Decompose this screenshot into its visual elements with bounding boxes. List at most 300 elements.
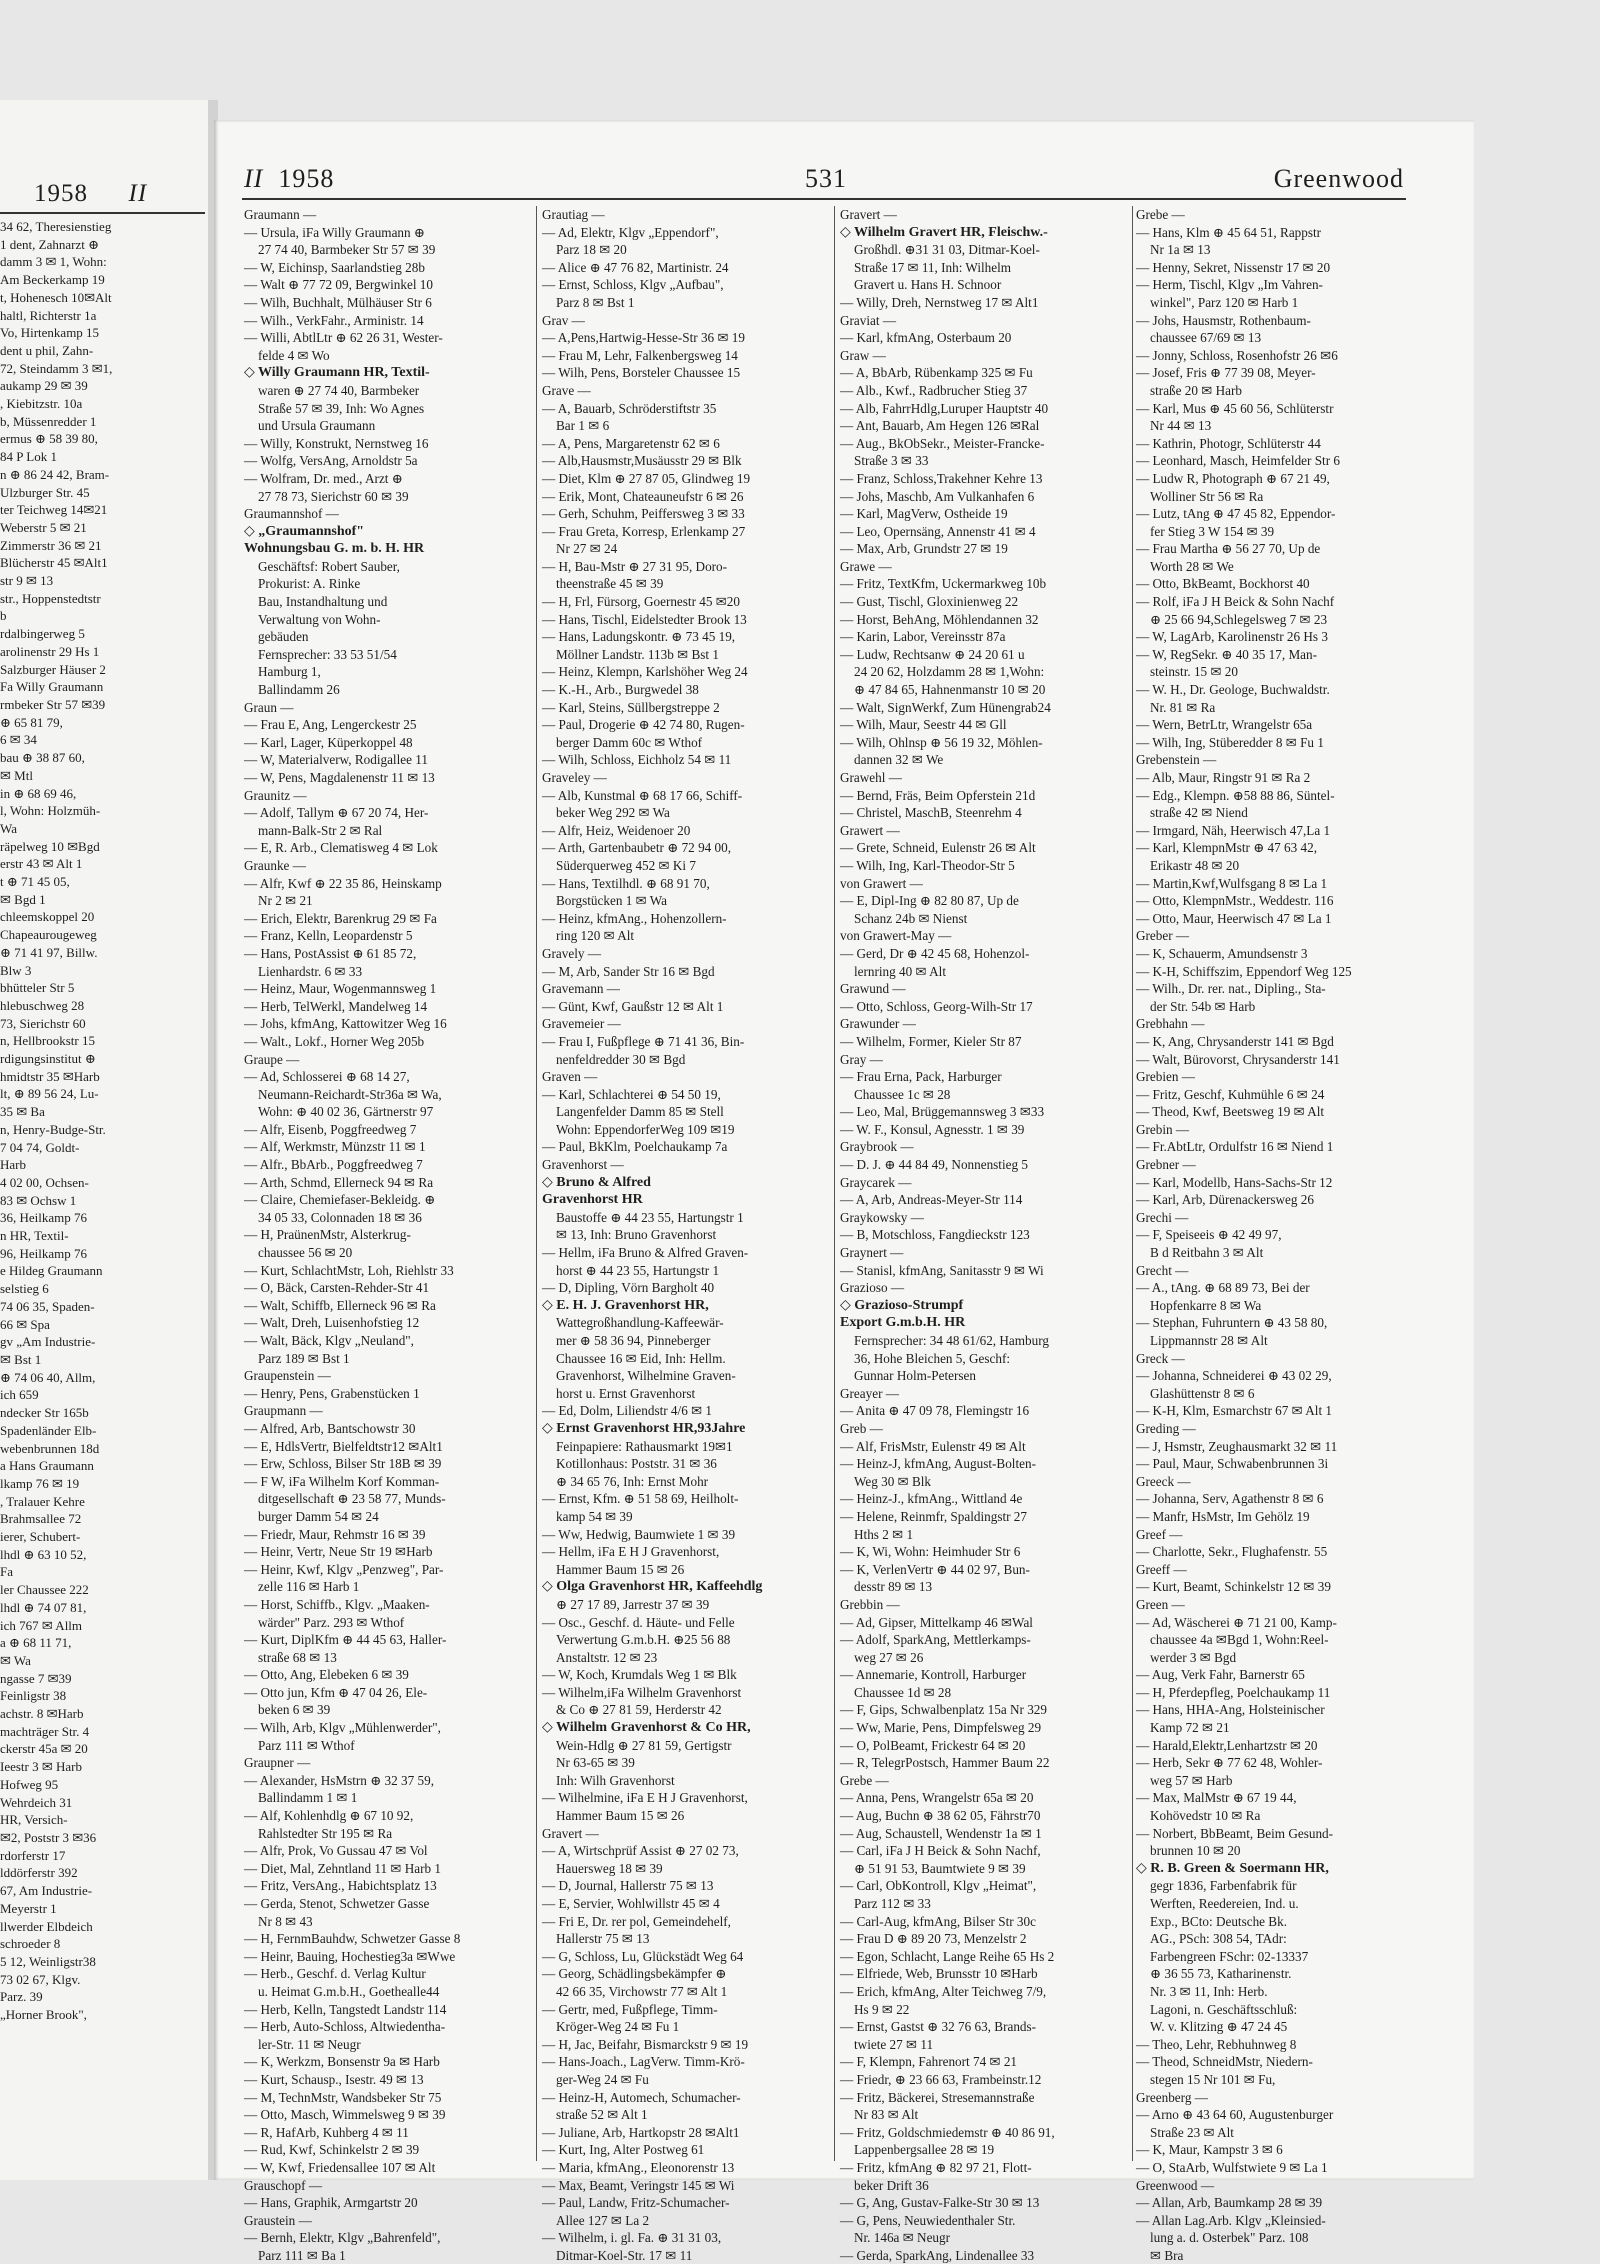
left-page-line: Ulzburger Str. 45 xyxy=(0,484,90,500)
surname-heading: Graupe — xyxy=(244,1051,300,1067)
directory-entry: — Gerda, SparkAng, Lindenallee 33 xyxy=(840,2247,1035,2263)
directory-entry: Straße 57 ✉ 39, Inh: Wo Agnes xyxy=(258,400,425,416)
directory-entry: Nr 2 ✉ 21 xyxy=(258,893,313,909)
left-page-line: achstr. 8 ✉Harb xyxy=(0,1706,84,1722)
directory-entry: chaussee 4a ✉Bgd 1, Wohn:Reel- xyxy=(1150,1632,1329,1648)
left-page-line: ⊕ 65 81 79, xyxy=(0,714,63,730)
directory-column-4 xyxy=(1136,206,1422,2263)
directory-entry: — Fritz, VersAng., Habichtsplatz 13 xyxy=(244,1878,437,1894)
directory-entry: Nr 83 ✉ Alt xyxy=(854,2107,919,2123)
directory-entry: — Heinr, Vertr, Neue Str 19 ✉Harb xyxy=(244,1544,433,1560)
directory-entry: — Max, Beamt, Veringstr 145 ✉ Wi xyxy=(542,2177,735,2193)
surname-heading: Graumannshof — xyxy=(244,506,339,522)
directory-entry: — K, Maur, Kampstr 3 ✉ 6 xyxy=(1136,2142,1283,2158)
directory-entry: — A,Pens,Hartwig-Hesse-Str 36 ✉ 19 xyxy=(542,330,745,346)
directory-entry: Verwertung G.m.b.H. ⊕25 56 88 xyxy=(556,1632,731,1648)
directory-entry: Verwaltung von Wohn- xyxy=(258,611,381,627)
directory-entry: Nr. 81 ✉ Ra xyxy=(1150,699,1216,715)
left-page-line: Am Beckerkamp 19 xyxy=(0,272,105,288)
left-page-line: t, Hohenesch 10✉Alt xyxy=(0,289,112,305)
directory-entry: — Otto, Masch, Wimmelsweg 9 ✉ 39 xyxy=(244,2107,446,2123)
directory-entry: — Jonny, Schloss, Rosenhofstr 26 ✉6 xyxy=(1136,347,1338,363)
left-page-line: bau ⊕ 38 87 60, xyxy=(0,750,85,766)
surname-heading: Graven — xyxy=(542,1069,598,1085)
directory-entry: — Leo, Opernsäng, Annenstr 41 ✉ 4 xyxy=(840,523,1036,539)
directory-entry: Nr 8 ✉ 43 xyxy=(258,1913,313,1929)
surname-heading: Gravemeier — xyxy=(542,1016,621,1032)
surname-heading: Greck — xyxy=(1136,1350,1185,1366)
left-page-line: rdigungsinstitut ⊕ xyxy=(0,1051,96,1067)
left-page-line: Hofweg 95 xyxy=(0,1776,59,1792)
directory-entry: Bar 1 ✉ 6 xyxy=(556,418,610,434)
directory-entry: — Theo, Lehr, Rebhuhnweg 8 xyxy=(1136,2036,1297,2052)
surname-heading: Graupmann — xyxy=(244,1403,323,1419)
directory-entry: — Erich, kfmAng, Alter Teichweg 7/9, xyxy=(840,1983,1047,1999)
directory-entry: — Rud, Kwf, Schinkelstr 2 ✉ 39 xyxy=(244,2142,420,2158)
directory-entry: Borgstücken 1 ✉ Wa xyxy=(556,893,667,909)
left-page-line: in ⊕ 68 69 46, xyxy=(0,785,77,801)
directory-entry: — Ernst, Schloss, Klgv „Aufbau", xyxy=(542,277,724,293)
directory-entry: — Hellm, iFa Bruno & Alfred Graven- xyxy=(542,1245,749,1261)
left-page-line: Zimmerstr 36 ✉ 21 xyxy=(0,537,102,553)
directory-entry: mer ⊕ 58 36 94, Pinneberger xyxy=(556,1333,711,1348)
directory-entry: — Walt., Lokf., Horner Weg 205b xyxy=(244,1033,425,1049)
surname-heading: Graustein — xyxy=(244,2212,312,2228)
directory-entry: — O, StaArb, Wulfstwiete 9 ✉ La 1 xyxy=(1136,2159,1328,2175)
directory-entry: — Hans, PostAssist ⊕ 61 85 72, xyxy=(244,945,417,961)
directory-entry: — Claire, Chemiefaser-Bekleidg. ⊕ xyxy=(244,1192,436,1208)
surname-heading: Grebin — xyxy=(1136,1121,1190,1137)
left-page-line: ⊕ 71 41 97, Billw. xyxy=(0,944,98,960)
directory-entry: straße 68 ✉ 13 xyxy=(258,1649,337,1665)
directory-entry: Parz 18 ✉ 20 xyxy=(556,242,627,258)
surname-heading: Grauschopf — xyxy=(244,2177,323,2193)
left-page-line: ndecker Str 165b xyxy=(0,1405,89,1421)
directory-entry: — Hans, Tischl, Eidelstedter Brook 13 xyxy=(542,611,747,627)
left-page-line: 6 ✉ 34 xyxy=(0,732,37,748)
directory-entry: 27 74 40, Barmbeker Str 57 ✉ 39 xyxy=(258,242,436,258)
directory-entry: — Erw, Schloss, Bilser Str 18B ✉ 39 xyxy=(244,1456,442,1472)
left-page-volume: II xyxy=(128,180,148,207)
directory-entry: — Anita ⊕ 47 09 78, Flemingstr 16 xyxy=(840,1403,1030,1419)
directory-entry: — Alf, Kohlenhdlg ⊕ 67 10 92, xyxy=(244,1808,414,1824)
directory-entry: Lienhardstr. 6 ✉ 33 xyxy=(258,963,363,979)
directory-entry: — Alexander, HsMstrn ⊕ 32 37 59, xyxy=(244,1772,435,1788)
directory-entry: — Norbert, BbBeamt, Beim Gesund- xyxy=(1136,1825,1334,1841)
directory-entry: Parz 111 ✉ Ba 1 xyxy=(258,2247,346,2263)
directory-entry: Wein-Hdlg ⊕ 27 81 59, Gertigstr xyxy=(556,1737,732,1753)
directory-entry: Möllner Landstr. 113b ✉ Bst 1 xyxy=(556,646,719,662)
directory-entry: — Karl, KlempnMstr ⊕ 47 63 42, xyxy=(1136,840,1318,856)
surname-heading: Grav — xyxy=(542,312,585,328)
left-page-line: Chapeaurougeweg xyxy=(0,927,97,943)
directory-entry: — Bernd, Fräs, Beim Opferstein 21d xyxy=(840,787,1036,803)
surname-heading: Grawert — xyxy=(840,822,900,838)
directory-entry: — Frau E, Ang, Lengerckestr 25 xyxy=(244,717,417,733)
directory-entry: ⊕ 34 65 76, Inh: Ernst Mohr xyxy=(556,1473,709,1489)
directory-entry: — Johanna, Serv, Agathenstr 8 ✉ 6 xyxy=(1136,1491,1324,1507)
directory-entry: — Ed, Dolm, Liliendstr 4/6 ✉ 1 xyxy=(542,1403,713,1419)
directory-entry: — Allan Lag.Arb. Klgv „Kleinsied- xyxy=(1136,2212,1326,2228)
left-page-line: Feinligstr 38 xyxy=(0,1688,67,1704)
directory-entry: Ballindamm 1 ✉ 1 xyxy=(258,1790,358,1806)
directory-entry: — D. J. ⊕ 44 84 49, Nonnenstieg 5 xyxy=(840,1157,1028,1173)
directory-entry: der Str. 54b ✉ Harb xyxy=(1150,998,1256,1014)
surname-heading: Graynert — xyxy=(840,1245,904,1261)
directory-entry: — G, Pens, Neuwiedenthaler Str. xyxy=(840,2212,1016,2228)
column-divider xyxy=(1132,206,1133,2161)
directory-entry: Hallerstr 75 ✉ 13 xyxy=(556,1931,650,1947)
left-page-line: Brahmsallee 72 xyxy=(0,1511,82,1527)
directory-entry: — Günt, Kwf, Gaußstr 12 ✉ Alt 1 xyxy=(542,998,724,1014)
directory-entry: beker Weg 292 ✉ Wa xyxy=(556,805,670,821)
surname-heading: Gravenhorst — xyxy=(542,1157,624,1173)
directory-entry: horst ⊕ 44 23 55, Hartungstr 1 xyxy=(556,1262,720,1278)
directory-entry: Straße 17 ✉ 11, Inh: Wilhelm xyxy=(854,259,1012,275)
directory-entry: — F, Speiseeis ⊕ 42 49 97, xyxy=(1136,1227,1282,1243)
directory-entry: — Aug, Buchn ⊕ 38 62 05, Fährstr70 xyxy=(840,1808,1041,1824)
page-header xyxy=(244,164,1404,194)
surname-heading: Grazioso — xyxy=(840,1280,905,1296)
directory-entry: chaussee 67/69 ✉ 13 xyxy=(1150,330,1262,346)
firm-entry: Gravenhorst HR xyxy=(542,1192,643,1208)
firm-entry: ◇ Wilhelm Gravert HR, Fleischw.- xyxy=(840,224,1048,240)
left-page-line: ✉2, Poststr 3 ✉36 xyxy=(0,1829,97,1845)
left-page-line: n, Henry-Budge-Str. xyxy=(0,1121,106,1137)
directory-entry: — Karl, Steins, Süllbergstreppe 2 xyxy=(542,699,720,715)
directory-entry: Kohövedstr 10 ✉ Ra xyxy=(1150,1808,1261,1824)
directory-entry: — Henny, Sekret, Nissenstr 17 ✉ 20 xyxy=(1136,259,1331,275)
left-page-line: llwerder Elbdeich xyxy=(0,1918,93,1934)
surname-heading: Greb — xyxy=(840,1420,883,1436)
surname-heading: Grebien — xyxy=(1136,1069,1195,1085)
directory-entry: — Erik, Mont, Chateauneufstr 6 ✉ 26 xyxy=(542,488,744,504)
directory-entry: nenfeldredder 30 ✉ Bgd xyxy=(556,1051,686,1067)
directory-entry: — Hans, Textilhdl. ⊕ 68 91 70, xyxy=(542,875,710,891)
directory-entry: Bau, Instandhaltung und xyxy=(258,594,388,610)
directory-entry: — Frau I, Fußpflege ⊕ 71 41 36, Bin- xyxy=(542,1033,745,1049)
left-page-line: n, Hellbrookstr 15 xyxy=(0,1033,95,1049)
directory-entry: — Karl, Schlachterei ⊕ 54 50 19, xyxy=(542,1086,721,1102)
surname-heading: Graykowsky — xyxy=(840,1209,924,1225)
directory-entry: — Manfr, HsMstr, Im Gehölz 19 xyxy=(1136,1508,1310,1524)
left-page-line: 1 dent, Zahnarzt ⊕ xyxy=(0,236,99,252)
directory-entry: — Alf, FrisMstr, Eulenstr 49 ✉ Alt xyxy=(840,1438,1026,1454)
directory-entry: — Arth, Schmd, Ellerneck 94 ✉ Ra xyxy=(244,1174,434,1190)
directory-entry: — Rolf, iFa J H Beick & Sohn Nachf xyxy=(1136,594,1335,610)
directory-entry: — Heinz, kfmAng., Hohenzollern- xyxy=(542,910,727,926)
left-page-line: erstr 43 ✉ Alt 1 xyxy=(0,856,83,872)
directory-entry: Parz 112 ✉ 33 xyxy=(854,1896,931,1911)
left-page-line: 73 02 67, Klgv. xyxy=(0,1971,81,1987)
left-page-year: 1958 xyxy=(34,180,88,207)
page-header-volume-year xyxy=(244,164,334,194)
directory-entry: — Heinz, Klempn, Karlshöher Weg 24 xyxy=(542,664,748,680)
directory-entry: W. v. Klitzing ⊕ 47 24 45 xyxy=(1150,2019,1288,2035)
directory-entry: — K, Ang, Chrysanderstr 141 ✉ Bgd xyxy=(1136,1033,1334,1049)
left-page-line: webenbrunnen 18d xyxy=(0,1440,100,1456)
directory-entry: Nr 1a ✉ 13 xyxy=(1150,242,1211,258)
surname-heading: Grautiag — xyxy=(542,207,605,222)
directory-entry: — Alfr, Eisenb, Poggfreedweg 7 xyxy=(244,1121,417,1137)
directory-entry: — Fritz, Goldschmiedemstr ⊕ 40 86 91, xyxy=(840,2124,1055,2140)
directory-entry: — A, Arb, Andreas-Meyer-Str 114 xyxy=(840,1192,1023,1208)
left-page-line: 36, Heilkamp 76 xyxy=(0,1210,88,1226)
directory-entry: Schanz 24b ✉ Nienst xyxy=(854,910,968,926)
directory-entry: ✉ 13, Inh: Bruno Gravenhorst xyxy=(556,1227,717,1243)
directory-entry: — Juliane, Arb, Hartkopstr 28 ✉Alt1 xyxy=(542,2124,740,2140)
directory-entry: winkel", Parz 120 ✉ Harb 1 xyxy=(1150,294,1299,310)
directory-entry: — Leo, Mal, Brüggemannsweg 3 ✉33 xyxy=(840,1104,1045,1120)
directory-entry: B d Reitbahn 3 ✉ Alt xyxy=(1150,1245,1264,1261)
directory-entry: — Alb, Maur, Ringstr 91 ✉ Ra 2 xyxy=(1136,770,1311,785)
directory-entry: — Hans, Klm ⊕ 45 64 51, Rappstr xyxy=(1136,224,1322,240)
surname-heading: Gray — xyxy=(840,1051,883,1067)
left-page-line: Fa xyxy=(0,1564,13,1580)
directory-entry: — E, HdlsVertr, Bielfeldtstr12 ✉Alt1 xyxy=(244,1438,443,1454)
left-page-line: 84 P Lok 1 xyxy=(0,449,57,465)
directory-entry: gegr 1836, Farbenfabrik für xyxy=(1150,1878,1297,1894)
directory-entry: — K-H, Klm, Esmarchstr 67 ✉ Alt 1 xyxy=(1136,1403,1333,1419)
directory-entry: — Walt ⊕ 77 72 09, Bergwinkel 10 xyxy=(244,277,433,293)
left-page-line: selstieg 6 xyxy=(0,1281,49,1297)
directory-entry: zelle 116 ✉ Harb 1 xyxy=(258,1579,360,1595)
directory-entry: — Heinz-J, kfmAng, August-Bolten- xyxy=(840,1456,1036,1472)
directory-entry: — Kurt, SchlachtMstr, Loh, Riehlstr 33 xyxy=(244,1262,454,1278)
directory-entry: — K, Wi, Wohn: Heimhuder Str 6 xyxy=(840,1544,1021,1560)
directory-entry: Fernsprecher: 34 48 61/62, Hamburg xyxy=(854,1333,1049,1348)
left-page-line: n ⊕ 86 24 42, Bram- xyxy=(0,466,110,482)
directory-entry: Geschäftsf: Robert Sauber, xyxy=(258,558,400,574)
surname-heading: Grebner — xyxy=(1136,1157,1196,1173)
directory-entry: Erikastr 48 ✉ 20 xyxy=(1150,857,1240,873)
directory-entry: — Fr.AbtLtr, Ordulfstr 16 ✉ Niend 1 xyxy=(1136,1139,1334,1155)
directory-entry: — Josef, Fris ⊕ 77 39 08, Meyer- xyxy=(1136,365,1316,381)
directory-entry: Großhdl. ⊕31 31 03, Ditmar-Koel- xyxy=(854,242,1040,258)
directory-entry: Nr 63-65 ✉ 39 xyxy=(556,1755,635,1771)
directory-entry: — Johs, Hausmstr, Rothenbaum- xyxy=(1136,312,1311,328)
directory-entry: — Paul, Landw, Fritz-Schumacher- xyxy=(542,2195,730,2211)
directory-entry: Neumann-Reichardt-Str36a ✉ Wa, xyxy=(258,1086,442,1102)
directory-entry: ger-Weg 24 ✉ Fu xyxy=(556,2071,649,2087)
directory-entry: — Alb,Hausmstr,Musäusstr 29 ✉ Blk xyxy=(542,453,742,469)
left-page-line: b, Müssenredder 1 xyxy=(0,413,97,429)
column-divider xyxy=(834,206,835,2161)
directory-entry: 27 78 73, Sierichstr 60 ✉ 39 xyxy=(258,488,409,504)
directory-entry: — Allan, Arb, Baumkamp 28 ✉ 39 xyxy=(1136,2195,1323,2211)
directory-entry: — G, Ang, Gustav-Falke-Str 30 ✉ 13 xyxy=(840,2195,1040,2211)
directory-column-3 xyxy=(840,206,1126,2263)
directory-entry: — F, Gips, Schwalbenplatz 15a Nr 329 xyxy=(840,1702,1047,1718)
left-page-line: Fa Willy Graumann xyxy=(0,679,104,695)
directory-entry: — A, Bauarb, Schröderstiftstr 35 xyxy=(542,400,717,416)
left-page-line: ckerstr 45a ✉ 20 xyxy=(0,1741,88,1757)
directory-entry: — Alfr., BbArb., Poggfreedweg 7 xyxy=(244,1157,423,1173)
directory-entry: — Erich, Elektr, Barenkrug 29 ✉ Fa xyxy=(244,910,437,926)
page-number: 531 xyxy=(805,164,847,193)
directory-entry: — K-H, Schiffszim, Eppendorf Weg 125 xyxy=(1136,963,1352,979)
directory-entry: theenstraße 45 ✉ 39 xyxy=(556,576,664,592)
directory-entry: — H, Bau-Mstr ⊕ 27 31 95, Doro- xyxy=(542,558,728,574)
directory-entry: — Walt, Schiffb, Ellerneck 96 ✉ Ra xyxy=(244,1297,436,1313)
directory-entry: — Kurt, Beamt, Schinkelstr 12 ✉ 39 xyxy=(1136,1579,1331,1595)
directory-entry: mann-Balk-Str 2 ✉ Ral xyxy=(258,822,383,838)
firm-entry: ◇ Bruno & Alfred xyxy=(542,1174,651,1190)
directory-entry: — Fritz, TextKfm, Uckermarkweg 10b xyxy=(840,576,1047,592)
directory-entry: — Aug, Schaustell, Wendenstr 1a ✉ 1 xyxy=(840,1825,1042,1841)
directory-entry: — Frau D ⊕ 89 20 73, Menzelstr 2 xyxy=(840,1931,1027,1947)
directory-entry: — Alfr, Prok, Vo Gussau 47 ✉ Vol xyxy=(244,1843,428,1859)
surname-heading: Graupenstein — xyxy=(244,1368,331,1384)
surname-heading: Green — xyxy=(1136,1596,1185,1612)
directory-entry: Exp., BCto: Deutsche Bk. xyxy=(1150,1913,1287,1929)
directory-entry: — Alb, FahrrHdlg,Luruper Hauptstr 40 xyxy=(840,400,1049,416)
firm-entry: ◇ „Graumannshof" xyxy=(244,523,365,539)
surname-heading: Graveley — xyxy=(542,770,607,785)
directory-entry: — K, Werkzm, Bonsenstr 9a ✉ Harb xyxy=(244,2054,440,2070)
directory-entry: ⊕ 27 17 89, Jarrestr 37 ✉ 39 xyxy=(556,1596,710,1612)
firm-entry: ◇ E. H. J. Gravenhorst HR, xyxy=(542,1297,709,1313)
directory-entry: — Kurt, Schausp., Isestr. 49 ✉ 13 xyxy=(244,2071,424,2087)
directory-entry: Farbengreen FSchr: 02-13337 xyxy=(1150,1948,1309,1964)
surname-heading: Graybrook — xyxy=(840,1139,914,1155)
directory-entry: — W, Materialverw, Rodigallee 11 xyxy=(244,752,428,768)
directory-entry: ⊕ 25 66 94,Schlegelsweg 7 ✉ 23 xyxy=(1150,611,1328,627)
directory-entry: — Paul, Drogerie ⊕ 42 74 80, Rugen- xyxy=(542,717,745,733)
left-page-line: a ⊕ 68 11 71, xyxy=(0,1635,72,1651)
directory-entry: — Charlotte, Sekr., Flughafenstr. 55 xyxy=(1136,1544,1328,1560)
directory-entry: — Paul, Maur, Schwabenbrunnen 3i xyxy=(1136,1456,1329,1472)
left-page-line: Weberstr 5 ✉ 21 xyxy=(0,519,87,535)
surname-heading: Graviat — xyxy=(840,312,897,328)
directory-entry: Wohn: EppendorferWeg 109 ✉19 xyxy=(556,1121,735,1137)
directory-entry: — Adolf, SparkAng, Mettlerkamps- xyxy=(840,1632,1031,1648)
directory-entry: — Friedr, ⊕ 23 66 63, Frambeinstr.12 xyxy=(840,2071,1042,2087)
left-page-line: 96, Heilkamp 76 xyxy=(0,1245,88,1261)
directory-entry: werder 3 ✉ Bgd xyxy=(1150,1649,1237,1665)
left-page-line: ✉ Bgd 1 xyxy=(0,891,46,907)
directory-entry: — Franz, Schloss,Trakehner Kehre 13 xyxy=(840,470,1043,486)
directory-entry: Straße 3 ✉ 33 xyxy=(854,453,929,469)
directory-entry: — Alb, Kunstmal ⊕ 68 17 66, Schiff- xyxy=(542,787,743,803)
directory-entry: — Otto, BkBeamt, Bockhorst 40 xyxy=(1136,576,1310,592)
surname-heading: Grawunder — xyxy=(840,1016,916,1032)
left-page-line: hmidtstr 35 ✉Harb xyxy=(0,1068,100,1084)
directory-entry: — H, Jac, Beifahr, Bismarckstr 9 ✉ 19 xyxy=(542,2036,749,2052)
directory-entry: Lippmannstr 28 ✉ Alt xyxy=(1150,1333,1268,1348)
directory-entry: — Hans, Ladungskontr. ⊕ 73 45 19, xyxy=(542,629,736,645)
directory-entry: Gunnar Holm-Petersen xyxy=(854,1368,976,1384)
left-page-line: lhdl ⊕ 74 07 81, xyxy=(0,1599,87,1615)
directory-entry: — Karl, Modellb, Hans-Sachs-Str 12 xyxy=(1136,1174,1333,1190)
directory-entry: — Max, Arb, Grundstr 27 ✉ 19 xyxy=(840,541,1008,557)
directory-entry: — K.-H., Arb., Burgwedel 38 xyxy=(542,682,699,698)
left-page-line: ter Teichweg 14✉21 xyxy=(0,502,108,518)
left-page-line: 67, Am Industrie- xyxy=(0,1883,93,1899)
directory-entry: — Johs, Maschb, Am Vulkanhafen 6 xyxy=(840,488,1035,504)
directory-entry: — Ad, Elektr, Klgv „Eppendorf", xyxy=(542,224,719,240)
directory-entry: — Paul, BkKlm, Poelchaukamp 7a xyxy=(542,1139,728,1155)
left-page-line: „Horner Brook", xyxy=(0,2007,87,2023)
directory-entry: — K, Schauerm, Amundsenstr 3 xyxy=(1136,945,1308,961)
directory-entry: — Gerh, Schuhm, Peiffersweg 3 ✉ 33 xyxy=(542,506,745,522)
left-page-line: ich 659 xyxy=(0,1387,39,1403)
directory-entry: fer Stieg 3 W 154 ✉ 39 xyxy=(1150,523,1275,539)
directory-entry: — Aug, Verk Fahr, Barnerstr 65 xyxy=(1136,1667,1305,1683)
directory-entry: ⊕ 51 91 53, Baumtwiete 9 ✉ 39 xyxy=(854,1860,1026,1876)
directory-entry: Kamp 72 ✉ 21 xyxy=(1150,1720,1230,1736)
directory-entry: — Bernh, Elektr, Klgv „Bahrenfeld", xyxy=(244,2230,441,2246)
surname-heading: Grebbin — xyxy=(840,1596,900,1612)
left-page-line: räpelweg 10 ✉Bgd xyxy=(0,838,100,854)
surname-heading: Grave — xyxy=(542,382,591,398)
directory-entry: Hauersweg 18 ✉ 39 xyxy=(556,1860,663,1876)
directory-entry: — Herb, Auto-Schloss, Altwiedentha- xyxy=(244,2019,446,2035)
directory-entry: — Adolf, Tallym ⊕ 67 20 74, Her- xyxy=(244,805,429,821)
directory-entry: — Ad, Schlosserei ⊕ 68 14 27, xyxy=(244,1069,410,1085)
directory-entry: — Carl, iFa J H Beick & Sohn Nachf, xyxy=(840,1843,1041,1859)
surname-heading: Graumann — xyxy=(244,207,317,222)
firm-entry: ◇ R. B. Green & Soermann HR, xyxy=(1136,1860,1329,1876)
directory-entry: Hammer Baum 15 ✉ 26 xyxy=(556,1561,685,1577)
left-page-line: machträger Str. 4 xyxy=(0,1723,90,1739)
directory-entry: — W. F., Konsul, Agnesstr. 1 ✉ 39 xyxy=(840,1121,1025,1137)
directory-entry: Gravert u. Hans H. Schnoor xyxy=(854,277,1002,293)
directory-entry: — Gust, Tischl, Gloxinienweg 22 xyxy=(840,594,1019,610)
directory-entry: — D, Journal, Hallerstr 75 ✉ 13 xyxy=(542,1878,714,1894)
directory-entry: Prokurist: A. Rinke xyxy=(258,576,361,592)
directory-entry: Süderquerweg 452 ✉ Ki 7 xyxy=(556,857,696,873)
directory-entry: — Johanna, Schneiderei ⊕ 43 02 29, xyxy=(1136,1368,1332,1384)
directory-entry: lernring 40 ✉ Alt xyxy=(854,963,946,979)
directory-entry: — Alb., Kwf., Radbrucher Stieg 37 xyxy=(840,382,1028,398)
directory-entry: — Otto, Ang, Elebeken 6 ✉ 39 xyxy=(244,1667,409,1683)
directory-entry: Chaussee 16 ✉ Eid, Inh: Hellm. xyxy=(556,1350,726,1366)
directory-entry: AG., PSch: 308 54, TAdr: xyxy=(1150,1931,1287,1947)
surname-heading: Gravert — xyxy=(542,1825,599,1841)
directory-entry: — Wilh, Pens, Borsteler Chaussee 15 xyxy=(542,365,741,381)
directory-entry: Lagoni, n. Geschäftsschluß: xyxy=(1150,2001,1298,2017)
left-page-line: Wa xyxy=(0,820,17,836)
directory-entry: Anstaltstr. 12 ✉ 23 xyxy=(556,1649,658,1665)
directory-entry: — Helene, Reinmfr, Spaldingstr 27 xyxy=(840,1508,1027,1524)
directory-entry: Wolliner Str 56 ✉ Ra xyxy=(1150,488,1264,504)
directory-entry: — H, PraünenMstr, Alsterkrug- xyxy=(244,1227,411,1243)
left-page-line: ✉ Wa xyxy=(0,1652,31,1668)
header-volume: II xyxy=(244,164,264,193)
directory-entry: — Georg, Schädlingsbekämpfer ⊕ xyxy=(542,1966,727,1982)
surname-heading: Graun — xyxy=(244,699,294,715)
left-page-text xyxy=(0,218,205,2024)
directory-entry: — W. H., Dr. Geologe, Buchwaldstr. xyxy=(1136,682,1330,698)
directory-entry: Langenfelder Damm 85 ✉ Stell xyxy=(556,1104,724,1120)
directory-entry: — H, FernmBauhdw, Schwetzer Gasse 8 xyxy=(244,1931,461,1947)
directory-column-1 xyxy=(244,206,530,2263)
directory-entry: — Fritz, kfmAng ⊕ 82 97 21, Flott- xyxy=(840,2159,1032,2175)
directory-entry: — Max, MalMstr ⊕ 67 19 44, xyxy=(1136,1790,1297,1806)
directory-entry: Nr. 146a ✉ Neugr xyxy=(854,2230,951,2246)
directory-entry: berger Damm 60c ✉ Wthof xyxy=(556,734,703,750)
directory-entry: — A, BbArb, Rübenkamp 325 ✉ Fu xyxy=(840,365,1033,381)
directory-entry: — Grete, Schneid, Eulenstr 26 ✉ Alt xyxy=(840,840,1036,856)
directory-entry: — Herb, Sekr ⊕ 77 62 48, Wohler- xyxy=(1136,1755,1323,1771)
directory-entry: — Wolfram, Dr. med., Arzt ⊕ xyxy=(244,470,403,486)
directory-entry: Lappenbergsallee 28 ✉ 19 xyxy=(854,2142,995,2158)
directory-entry: Nr 27 ✉ 24 xyxy=(556,541,618,557)
directory-entry: — Alf, Werkmstr, Münzstr 11 ✉ 1 xyxy=(244,1139,426,1155)
directory-entry: — Herb., Geschf. d. Verlag Kultur xyxy=(244,1966,426,1982)
directory-entry: — Kurt, DiplKfm ⊕ 44 45 63, Haller- xyxy=(244,1632,447,1648)
